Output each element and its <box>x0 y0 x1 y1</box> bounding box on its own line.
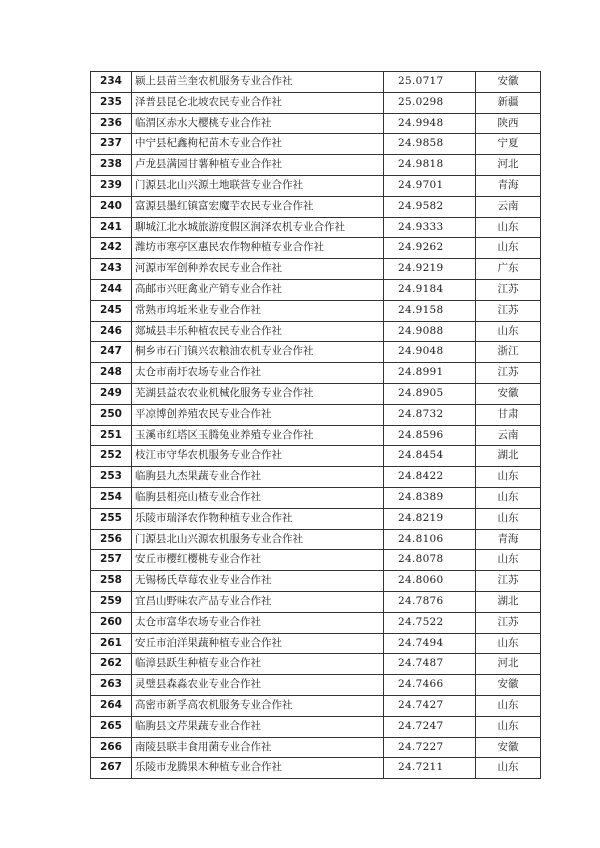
table-row <box>91 508 541 529</box>
score-cell: 24.7247 <box>384 716 476 737</box>
province-cell: 湖北 <box>476 591 541 612</box>
score-cell: 24.8454 <box>384 446 476 467</box>
cooperative-name-cell: 常熟市坞坵米业专业合作社 <box>132 300 384 321</box>
table-row <box>91 300 541 321</box>
cooperative-name-cell: 富源县墨红镇富宏魔芋农民专业合作社 <box>132 196 384 217</box>
cooperative-name-cell: 临朐县文芹果蔬专业合作社 <box>132 716 384 737</box>
rank-cell: 239 <box>91 175 132 196</box>
rank-cell: 254 <box>91 487 132 508</box>
rank-cell: 249 <box>91 383 132 404</box>
province-cell: 青海 <box>476 529 541 550</box>
cooperative-name-cell: 门源县北山兴源土地联营专业合作社 <box>132 175 384 196</box>
rank-cell: 235 <box>91 92 132 113</box>
score-cell: 24.9701 <box>384 175 476 196</box>
province-cell: 青海 <box>476 175 541 196</box>
table-row <box>91 321 541 342</box>
cooperative-name-cell: 安丘市泊洋果蔬种植专业合作社 <box>132 633 384 654</box>
score-cell: 24.8732 <box>384 404 476 425</box>
rank-cell: 255 <box>91 508 132 529</box>
province-cell: 安徽 <box>476 383 541 404</box>
score-cell: 25.0298 <box>384 92 476 113</box>
rank-cell: 250 <box>91 404 132 425</box>
rank-cell: 247 <box>91 342 132 363</box>
province-cell: 江苏 <box>476 571 541 592</box>
rank-cell: 251 <box>91 425 132 446</box>
cooperative-name-cell: 河源市军创种养农民专业合作社 <box>132 259 384 280</box>
table-row <box>91 363 541 384</box>
cooperative-name-cell: 颍上县苗兰奎农机服务专业合作社 <box>132 72 384 93</box>
score-cell: 24.8596 <box>384 425 476 446</box>
score-cell: 24.9088 <box>384 321 476 342</box>
cooperative-name-cell: 灵璧县森淼农业专业合作社 <box>132 675 384 696</box>
province-cell: 山东 <box>476 238 541 259</box>
table-row <box>91 529 541 550</box>
cooperative-name-cell: 平凉博创养殖农民专业合作社 <box>132 404 384 425</box>
table-row <box>91 155 541 176</box>
rank-cell: 253 <box>91 467 132 488</box>
table-row <box>91 92 541 113</box>
rank-cell: 248 <box>91 363 132 384</box>
score-cell: 24.8078 <box>384 550 476 571</box>
cooperative-name-cell: 宜昌山野味农产品专业合作社 <box>132 591 384 612</box>
cooperative-name-cell: 桐乡市石门镇兴农粮油农机专业合作社 <box>132 342 384 363</box>
rank-cell: 264 <box>91 695 132 716</box>
table-row <box>91 737 541 758</box>
province-cell: 山东 <box>476 716 541 737</box>
rank-cell: 260 <box>91 612 132 633</box>
table-row <box>91 113 541 134</box>
cooperative-name-cell: 临渭区赤水大樱桃专业合作社 <box>132 113 384 134</box>
score-cell: 24.8905 <box>384 383 476 404</box>
cooperative-name-cell: 临朐县九杰果蔬专业合作社 <box>132 467 384 488</box>
score-cell: 24.9262 <box>384 238 476 259</box>
cooperative-name-cell: 中宁县杞鑫枸杞苗木专业合作社 <box>132 134 384 155</box>
province-cell: 安徽 <box>476 72 541 93</box>
cooperative-name-cell: 聊城江北水城旅游度假区润泽农机专业合作社 <box>132 217 384 238</box>
rank-cell: 234 <box>91 72 132 93</box>
score-cell: 24.9333 <box>384 217 476 238</box>
rank-cell: 237 <box>91 134 132 155</box>
cooperative-name-cell: 临朐县相亮山楂专业合作社 <box>132 487 384 508</box>
province-cell: 云南 <box>476 425 541 446</box>
rank-cell: 265 <box>91 716 132 737</box>
province-cell: 宁夏 <box>476 134 541 155</box>
province-cell: 广东 <box>476 259 541 280</box>
rank-cell: 267 <box>91 758 132 779</box>
score-cell: 24.8389 <box>384 487 476 508</box>
province-cell: 云南 <box>476 196 541 217</box>
rank-cell: 244 <box>91 279 132 300</box>
score-cell: 24.9858 <box>384 134 476 155</box>
score-cell: 24.8219 <box>384 508 476 529</box>
province-cell: 山东 <box>476 487 541 508</box>
rank-cell: 263 <box>91 675 132 696</box>
province-cell: 山东 <box>476 550 541 571</box>
rank-cell: 256 <box>91 529 132 550</box>
rank-cell: 238 <box>91 155 132 176</box>
province-cell: 江苏 <box>476 612 541 633</box>
score-cell: 24.7227 <box>384 737 476 758</box>
table-row <box>91 758 541 779</box>
province-cell: 甘肃 <box>476 404 541 425</box>
cooperative-name-cell: 枝江市守华农机服务专业合作社 <box>132 446 384 467</box>
cooperative-name-cell: 卢龙县满园甘薯种植专业合作社 <box>132 155 384 176</box>
score-cell: 24.7487 <box>384 654 476 675</box>
table-row <box>91 612 541 633</box>
province-cell: 山东 <box>476 758 541 779</box>
province-cell: 河北 <box>476 155 541 176</box>
table-row <box>91 716 541 737</box>
table-row <box>91 633 541 654</box>
score-cell: 24.9158 <box>384 300 476 321</box>
cooperative-name-cell: 临漳县跃生种植专业合作社 <box>132 654 384 675</box>
cooperative-name-cell: 玉溪市红塔区玉腾兔业养殖专业合作社 <box>132 425 384 446</box>
cooperative-name-cell: 乐陵市瑞泽农作物种植专业合作社 <box>132 508 384 529</box>
table-row <box>91 571 541 592</box>
table-row <box>91 175 541 196</box>
table-row <box>91 404 541 425</box>
table-row <box>91 259 541 280</box>
cooperative-name-cell: 太仓市南圩农场专业合作社 <box>132 363 384 384</box>
province-cell: 山东 <box>476 695 541 716</box>
province-cell: 江苏 <box>476 363 541 384</box>
score-cell: 24.8060 <box>384 571 476 592</box>
score-cell: 24.8422 <box>384 467 476 488</box>
rank-cell: 257 <box>91 550 132 571</box>
province-cell: 江苏 <box>476 279 541 300</box>
rank-cell: 258 <box>91 571 132 592</box>
table-row <box>91 425 541 446</box>
cooperative-name-cell: 安丘市樱红樱桃专业合作社 <box>132 550 384 571</box>
province-cell: 江苏 <box>476 300 541 321</box>
province-cell: 山东 <box>476 508 541 529</box>
table-row <box>91 217 541 238</box>
cooperative-name-cell: 郯城县丰乐种植农民专业合作社 <box>132 321 384 342</box>
score-cell: 24.7427 <box>384 695 476 716</box>
rank-cell: 243 <box>91 259 132 280</box>
table-row <box>91 487 541 508</box>
table-row <box>91 654 541 675</box>
rank-cell: 245 <box>91 300 132 321</box>
rank-cell: 240 <box>91 196 132 217</box>
province-cell: 河北 <box>476 654 541 675</box>
score-cell: 24.9219 <box>384 259 476 280</box>
province-cell: 山东 <box>476 633 541 654</box>
score-cell: 24.7494 <box>384 633 476 654</box>
rank-cell: 241 <box>91 217 132 238</box>
rank-cell: 242 <box>91 238 132 259</box>
province-cell: 陕西 <box>476 113 541 134</box>
rank-cell: 266 <box>91 737 132 758</box>
cooperative-name-cell: 高邮市兴旺禽业产销专业合作社 <box>132 279 384 300</box>
province-cell: 湖北 <box>476 446 541 467</box>
province-cell: 山东 <box>476 467 541 488</box>
score-cell: 24.7466 <box>384 675 476 696</box>
table-row <box>91 342 541 363</box>
table-row <box>91 446 541 467</box>
cooperative-name-cell: 乐陵市龙腾果木种植专业合作社 <box>132 758 384 779</box>
table-row <box>91 550 541 571</box>
score-cell: 24.9048 <box>384 342 476 363</box>
rank-cell: 259 <box>91 591 132 612</box>
cooperative-name-cell: 门源县北山兴源农机服务专业合作社 <box>132 529 384 550</box>
score-cell: 24.7211 <box>384 758 476 779</box>
table-row <box>91 383 541 404</box>
score-cell: 24.9184 <box>384 279 476 300</box>
table-row <box>91 72 541 93</box>
score-cell: 24.9948 <box>384 113 476 134</box>
table-row <box>91 467 541 488</box>
province-cell: 安徽 <box>476 675 541 696</box>
score-cell: 24.8106 <box>384 529 476 550</box>
rank-cell: 252 <box>91 446 132 467</box>
province-cell: 新疆 <box>476 92 541 113</box>
cooperative-name-cell: 潍坊市寒亭区惠民农作物种植专业合作社 <box>132 238 384 259</box>
province-cell: 山东 <box>476 321 541 342</box>
table-row <box>91 238 541 259</box>
table-body <box>91 72 541 779</box>
score-cell: 24.8991 <box>384 363 476 384</box>
cooperative-name-cell: 泽普县昆仑北坡农民专业合作社 <box>132 92 384 113</box>
cooperative-name-cell: 无锡杨氏草莓农业专业合作社 <box>132 571 384 592</box>
cooperative-ranking-table <box>90 71 541 779</box>
table-row <box>91 695 541 716</box>
table-row <box>91 279 541 300</box>
table-row <box>91 591 541 612</box>
rank-cell: 262 <box>91 654 132 675</box>
rank-cell: 236 <box>91 113 132 134</box>
cooperative-name-cell: 南陵县联丰食用菌专业合作社 <box>132 737 384 758</box>
rank-cell: 246 <box>91 321 132 342</box>
score-cell: 24.7522 <box>384 612 476 633</box>
score-cell: 25.0717 <box>384 72 476 93</box>
rank-cell: 261 <box>91 633 132 654</box>
score-cell: 24.7876 <box>384 591 476 612</box>
province-cell: 安徽 <box>476 737 541 758</box>
province-cell: 浙江 <box>476 342 541 363</box>
table-row <box>91 196 541 217</box>
cooperative-name-cell: 高密市新孚高农机服务专业合作社 <box>132 695 384 716</box>
score-cell: 24.9582 <box>384 196 476 217</box>
table-row <box>91 675 541 696</box>
province-cell: 山东 <box>476 217 541 238</box>
cooperative-name-cell: 太仓市富华农场专业合作社 <box>132 612 384 633</box>
cooperative-name-cell: 芜湖县益农农业机械化服务专业合作社 <box>132 383 384 404</box>
table-row <box>91 134 541 155</box>
score-cell: 24.9818 <box>384 155 476 176</box>
